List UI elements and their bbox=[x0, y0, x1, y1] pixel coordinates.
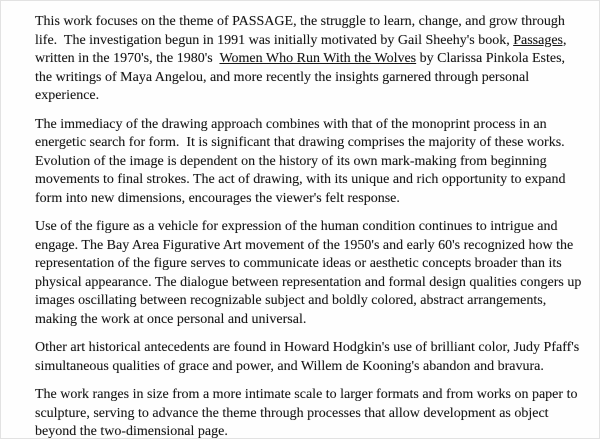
text-line: images oscillating between recognizable subject and boldly colored, abstract arrangements, bbox=[35, 293, 547, 308]
text-line: Evolution of the image is dependent on the history of its own mark-making from beginning bbox=[35, 153, 547, 169]
paragraph-art-antecedents bbox=[35, 339, 591, 376]
text-line bbox=[35, 32, 591, 51]
text-segment: by Clarissa Pinkola Estes, bbox=[416, 51, 566, 66]
text-line: sculpture, serving to advance the theme through processes that allow development as object bbox=[35, 405, 549, 421]
underlined-book-title-passages: Passages, bbox=[513, 32, 567, 48]
paragraph-figure-expression bbox=[35, 218, 591, 329]
text-line: making the work at once personal and universal. bbox=[35, 311, 307, 327]
text-line: Use of the figure as a vehicle for expression of the human condition continues to intrigue and bbox=[35, 219, 558, 234]
text-line: beyond the two-dimensional page. bbox=[35, 424, 228, 439]
paragraph-work-range bbox=[35, 386, 591, 439]
underlined-book-title-wolves: Women Who Run With the Wolves bbox=[219, 51, 417, 66]
text-line: simultaneous qualities of grace and power, and Willem de Kooning's abandon and bravura. bbox=[35, 358, 544, 374]
text-line: the writings of Maya Angelou, and more recently the insights garnered through personal bbox=[35, 69, 530, 85]
text-line: movements to final strokes. The act of drawing, with its unique and rich opportunity to expand bbox=[35, 172, 566, 187]
text-line: form into new dimensions, encourages the viewer's felt response. bbox=[35, 190, 400, 206]
text-line: This work focuses on the theme of PASSAGE, the struggle to learn, change, and grow through bbox=[35, 14, 565, 29]
text-line: The immediacy of the drawing approach combines with that of the monoprint process in an bbox=[35, 116, 547, 132]
text-line bbox=[35, 50, 591, 69]
text-line: representation of the figure serves to communicate ideas or aesthetic concepts broader than its bbox=[35, 256, 562, 271]
text-line: The work ranges in size from a more intimate scale to larger formats and from works on paper to bbox=[35, 387, 578, 402]
text-line: physical appearance. The dialogue between representation and formal design qualities congers up bbox=[35, 274, 582, 290]
text-line: energetic search for form. It is significant that drawing comprises the majority of these works. bbox=[35, 135, 565, 150]
paragraph-drawing-monoprint bbox=[35, 116, 591, 209]
text-segment: written in the 1970's, the 1980's bbox=[35, 51, 220, 66]
text-segment: life. The investigation begun in 1991 was initially motivated by Gail Sheehy's book, bbox=[35, 32, 514, 48]
text-line: engage. The Bay Area Figurative Art movement of the 1950's and early 60's recognized how the bbox=[35, 237, 574, 253]
paragraph-passage-theme bbox=[35, 13, 591, 106]
text-line: Other art historical antecedents are found in Howard Hodgkin's use of brilliant color, Judy Pfaff's bbox=[35, 340, 580, 355]
text-line: experience. bbox=[35, 88, 100, 103]
